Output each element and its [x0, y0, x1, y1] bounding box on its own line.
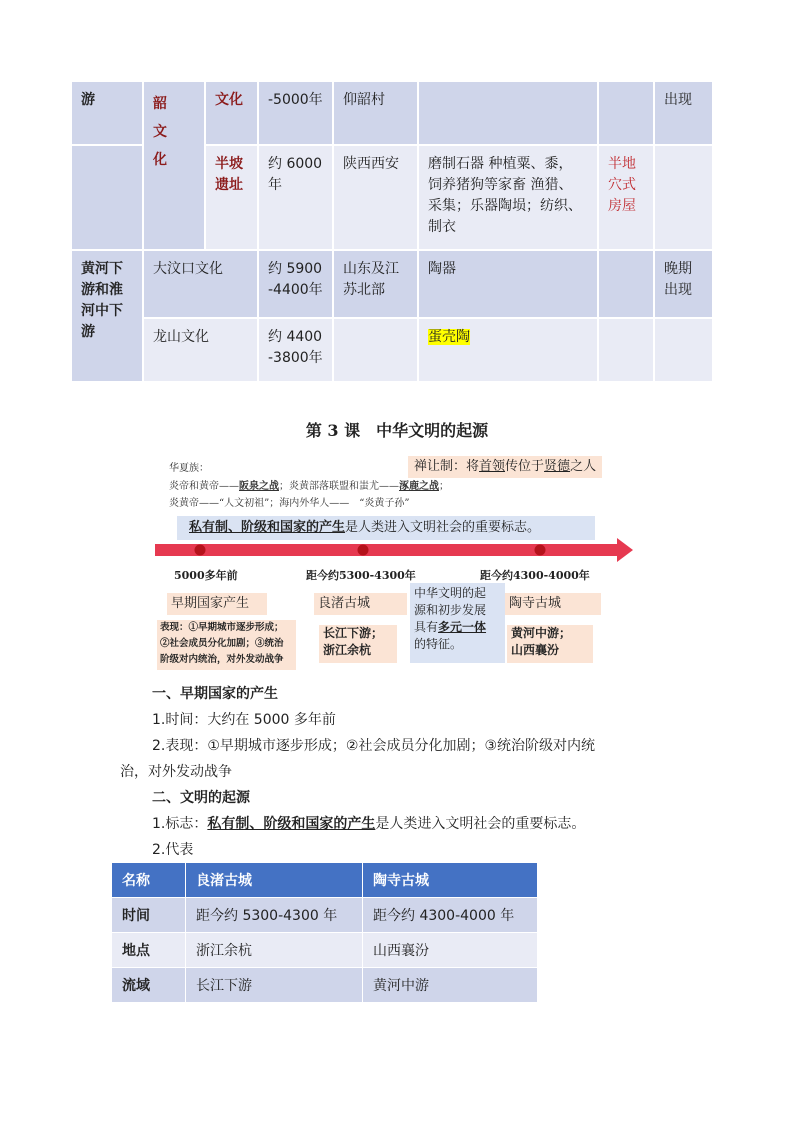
- table-row: [112, 968, 538, 1003]
- shanrang-text: 禅让制：将: [414, 459, 480, 474]
- features-cell: 磨制石器 种植粟、黍， 饲养猪狗等家畜 渔猎、 采集；乐器陶埙；纺织、 制衣: [418, 145, 598, 250]
- section-heading-2: 二、文明的起源: [152, 790, 250, 806]
- legend-line-1: [169, 479, 449, 494]
- shanrang-text: 传位于: [505, 459, 545, 474]
- huanghe-box: 黄河中游； 山西襄汾: [507, 625, 593, 663]
- early-state-box: 早期国家产生: [167, 593, 267, 615]
- table-row: [71, 81, 713, 145]
- shanrang-box: [408, 456, 602, 478]
- zhuolu-battle: 涿鹿之战: [399, 481, 439, 492]
- housing-cell: [598, 250, 654, 318]
- features-cell: [418, 318, 598, 382]
- timeline-dot: [195, 545, 206, 556]
- manifestation-box: 表现：①早期城市逐步形成； ②社会成员分化加剧；③统治 阶级对内统治，对外发动战争: [157, 620, 296, 670]
- region-cell: [71, 145, 143, 250]
- taosi-box: 陶寺古城: [505, 593, 601, 615]
- sign-prefix: 1.标志：: [152, 816, 208, 832]
- note-cell: 出现: [654, 81, 713, 145]
- place-cell: [333, 318, 418, 382]
- features-cell: [418, 81, 598, 145]
- sign-suffix: 是人类进入文明社会的重要标志。: [375, 816, 586, 832]
- arrow-shape: [155, 538, 633, 562]
- column-header: 良渚古城: [186, 863, 363, 898]
- row-header: 地点: [112, 933, 186, 968]
- line1-text: ；炎黄部落联盟和蚩尤——: [279, 481, 399, 492]
- culture-name-cell: 龙山文化: [143, 318, 258, 382]
- origin-text: 的特征。: [414, 637, 463, 651]
- body-paragraph: 治，对外发动战争: [120, 764, 232, 780]
- time-cell: 约 5900 -4400年: [258, 250, 333, 318]
- table-cell: 山西襄汾: [363, 933, 538, 968]
- table-cell: 浙江余杭: [186, 933, 363, 968]
- note-cell: [654, 318, 713, 382]
- culture-table: [70, 80, 714, 383]
- site-cell: 半坡 遗址: [205, 145, 258, 250]
- diverse-unity: 多元一体: [438, 620, 487, 634]
- time-label-1: 5000多年前: [174, 569, 238, 582]
- housing-cell: [598, 318, 654, 382]
- huaxia-label: 华夏族：: [169, 463, 209, 474]
- culture-name-cell: 大汶口文化: [143, 250, 258, 318]
- place-cell: 山东及江 苏北部: [333, 250, 418, 318]
- section-heading-1: 一、早期国家的产生: [152, 686, 278, 702]
- table-cell: 长江下游: [186, 968, 363, 1003]
- liangzhu-box: 良渚古城: [314, 593, 407, 615]
- site-cell: 文化: [205, 81, 258, 145]
- note-cell: 晚期 出现: [654, 250, 713, 318]
- sign-rest: 是人类进入文明社会的重要标志。: [345, 520, 541, 535]
- body-paragraph: 1.时间：大约在 5000 多年前: [152, 712, 336, 728]
- place-cell: 仰韶村: [333, 81, 418, 145]
- body-paragraph: 2.表现：①早期城市逐步形成；②社会成员分化加剧；③统治阶级对内统: [152, 738, 596, 754]
- table-cell: 黄河中游: [363, 968, 538, 1003]
- time-label-2: 距今约5300-4300年: [306, 569, 416, 582]
- lesson-title: 第 3 课 中华文明的起源: [305, 421, 489, 440]
- body-paragraph: [152, 813, 585, 835]
- origin-text: 中华文明的起 源和初步发展 具有: [414, 586, 487, 634]
- table-cell: 距今约 5300-4300 年: [186, 898, 363, 933]
- time-cell: 约 4400 -3800年: [258, 318, 333, 382]
- body-paragraph: 2.代表: [152, 842, 194, 858]
- note-cell: [654, 145, 713, 250]
- housing-cell: [598, 81, 654, 145]
- eggshell-pottery-highlight: 蛋壳陶: [428, 329, 470, 345]
- time-label-3: 距今约4300-4000年: [480, 569, 590, 582]
- culture-name-cell: 韶 文 化: [143, 81, 205, 250]
- table-cell: 距今约 4300-4000 年: [363, 898, 538, 933]
- line1-text: 炎帝和黄帝——: [169, 481, 239, 492]
- table-row: [71, 318, 713, 382]
- shanrang-leader: 首领: [479, 459, 506, 474]
- legend-line-2: 炎黄帝——“人文初祖”；海内外华人—— “炎黄子孙”: [169, 498, 410, 509]
- timeline-dot: [535, 545, 546, 556]
- region-cell: 游: [71, 81, 143, 145]
- representative-sites-table: [111, 862, 538, 1003]
- features-cell: 陶器: [418, 250, 598, 318]
- line1-text: ；: [439, 481, 449, 492]
- housing-cell: 半地 穴式 房屋: [598, 145, 654, 250]
- table-row: [112, 933, 538, 968]
- origin-box: [410, 583, 505, 663]
- table-row: [112, 898, 538, 933]
- banquan-battle: 阪泉之战: [239, 481, 279, 492]
- time-cell: 约 6000 年: [258, 145, 333, 250]
- row-header: 流域: [112, 968, 186, 1003]
- sign-key-phrase: 私有制、阶级和国家的产生: [189, 520, 346, 535]
- column-header: 名称: [112, 863, 186, 898]
- region-cell: 黄河下 游和淮 河中下 游: [71, 250, 143, 382]
- table-row: [71, 250, 713, 318]
- shanrang-virtue: 贤德: [544, 459, 571, 474]
- timeline-figure: [155, 453, 640, 675]
- table-header-row: [112, 863, 538, 898]
- sign-key-phrase: 私有制、阶级和国家的产生: [207, 816, 376, 832]
- shanrang-text: 之人: [570, 459, 597, 474]
- changjiang-box: 长江下游； 浙江余杭: [319, 625, 397, 663]
- timeline-dot: [358, 545, 369, 556]
- timeline-arrow: [155, 535, 640, 565]
- column-header: 陶寺古城: [363, 863, 538, 898]
- place-cell: 陕西西安: [333, 145, 418, 250]
- time-cell: -5000年: [258, 81, 333, 145]
- row-header: 时间: [112, 898, 186, 933]
